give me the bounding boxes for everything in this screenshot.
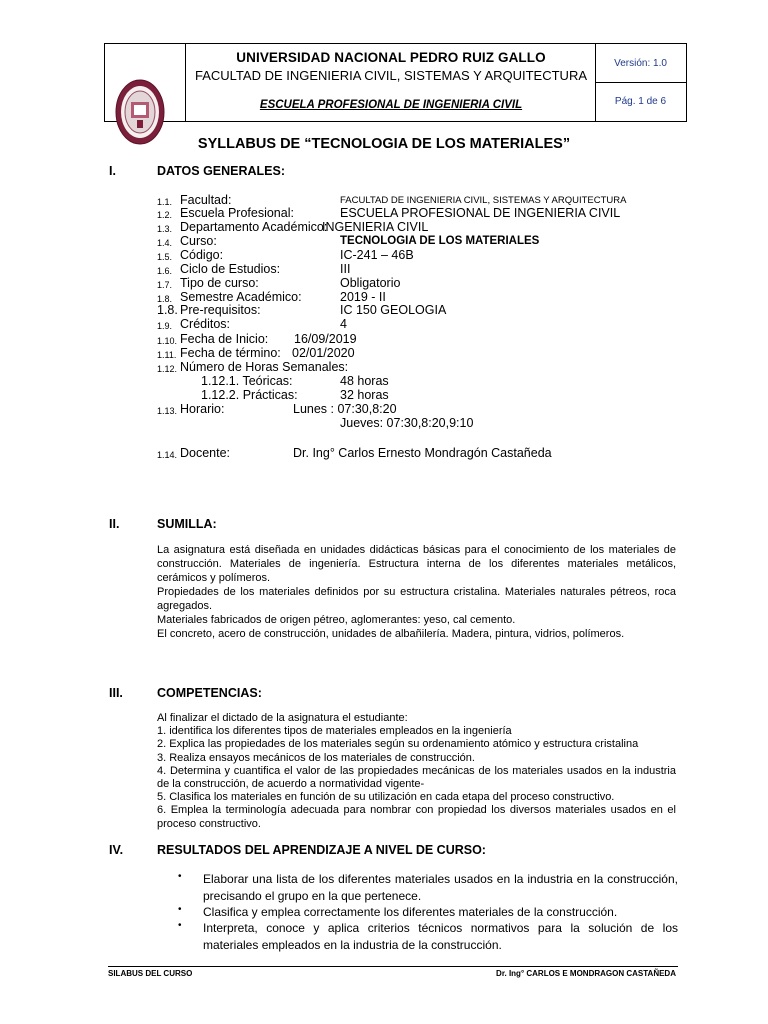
learning-outcome-text: Clasifica y emplea correctamente los diferentes materiales de la construcción. [203, 905, 618, 919]
summary-paragraph: El concreto, acero de construcción, unidades de albañilería. Madera, pintura, vidrios, polímeros. [157, 628, 625, 640]
item-label: Docente: [180, 446, 231, 460]
summary-paragraph: La asignatura está diseñada en unidades didácticas básicas para el conocimiento de los materiales de construcción. Materiales de ingeniería. Estructura interna de los diferentes materiales metálicos, cerámicos y polímeros. [157, 544, 676, 584]
item-value: ESCUELA PROFESIONAL DE INGENIERIA CIVIL [340, 206, 621, 220]
school-name: ESCUELA PROFESIONAL DE INGENIERIA CIVIL [259, 99, 523, 111]
footer-right: Dr. Ing° CARLOS E MONDRAGON CASTAÑEDA [496, 969, 676, 978]
item-number: 1.9. [157, 321, 173, 331]
item-number: 1.2. [157, 210, 173, 220]
section-title: COMPETENCIAS: [157, 686, 262, 700]
item-label: Créditos: [180, 317, 231, 331]
section-title: RESULTADOS DEL APRENDIZAJE A NIVEL DE CURSO: [157, 843, 486, 857]
competency-line: 6. Emplea la terminología adecuada para nombrar con propiedad los diversos materiales usados en el proceso constructivo. [157, 804, 676, 830]
item-label: Pre-requisitos: [180, 303, 261, 317]
item-number: 1.4. [157, 238, 173, 248]
item-number: 1.13. [157, 406, 178, 416]
item-number: 1.6. [157, 266, 173, 276]
item-label: Horario: [180, 402, 225, 416]
item-value: 02/01/2020 [292, 346, 355, 360]
item-label: Tipo de curso: [180, 276, 259, 290]
section-number: III. [109, 686, 123, 700]
item-value: INGENIERIA CIVIL [322, 220, 429, 234]
version-label: Versión: 1.0 [614, 58, 667, 69]
item-label: Código: [180, 248, 224, 262]
summary-paragraph: Materiales fabricados de origen pétreo, aglomerantes: yeso, cal cemento. [157, 614, 516, 626]
item-label: Número de Horas Semanales: [180, 360, 349, 374]
teacher-name: Dr. Ing° Carlos Ernesto Mondragón Castañeda [293, 446, 552, 460]
learning-outcome-text: Elaborar una lista de los diferentes materiales usados en la industria en la construcción, precisando el grupo en la que pertenece. [203, 872, 678, 903]
competency-line: 1. identifica los diferentes tipos de materiales empleados en la ingeniería [157, 725, 512, 738]
header-table [104, 43, 687, 122]
item-value: Obligatorio [340, 276, 401, 290]
item-value: III [340, 262, 351, 276]
item-label: Departamento Académico: [180, 220, 328, 234]
header-divider [595, 82, 686, 83]
competency-line: 3. Realiza ensayos mecánicos de los materiales de construcción. [157, 751, 475, 764]
item-label: Curso: [180, 234, 217, 248]
item-number: 1.7. [157, 280, 173, 290]
competency-line: Al finalizar el dictado de la asignatura el estudiante: [157, 712, 408, 724]
item-number: 1.11. [157, 350, 177, 360]
item-label: 1.12.2. Prácticas: [201, 388, 298, 402]
item-label: Ciclo de Estudios: [180, 262, 281, 276]
university-name: UNIVERSIDAD NACIONAL PEDRO RUIZ GALLO [236, 50, 546, 65]
item-value: FACULTAD DE INGENIERIA CIVIL, SISTEMAS Y ARQUITECTURA [340, 195, 627, 206]
item-value: 4 [340, 317, 347, 331]
bullet-icon: • [178, 920, 182, 931]
course-name: TECNOLOGIA DE LOS MATERIALES [340, 235, 540, 247]
section-number: I. [109, 164, 116, 178]
item-label: 1.12.1. Teóricas: [201, 374, 293, 388]
faculty-name: FACULTAD DE INGENIERIA CIVIL, SISTEMAS Y ARQUITECTURA [194, 68, 587, 83]
summary-paragraph: Propiedades de los materiales definidos por su estructura cristalina. Materiales naturales pétreos, roca agregados. [157, 586, 676, 612]
item-value: Lunes : 07:30,8:20 [293, 402, 397, 416]
bullet-icon: • [178, 904, 182, 915]
competency-line: 5. Clasifica los materiales en función de su utilización en cada etapa del proceso constructivo. [157, 791, 615, 804]
footer-divider [108, 966, 678, 967]
document-title: SYLLABUS DE “TECNOLOGIA DE LOS MATERIALES” [197, 136, 571, 152]
item-number: 1.12. [157, 364, 178, 374]
item-label: Facultad: [180, 193, 232, 207]
section-title: SUMILLA: [157, 517, 217, 531]
competency-line: 2. Explica las propiedades de los materiales según su ordenamiento atómico y estructura cristalina [157, 738, 639, 751]
item-number: 1.5. [157, 252, 173, 262]
item-number: 1.3. [157, 224, 173, 234]
item-value: 48 horas [340, 374, 389, 388]
item-label: Fecha de Inicio: [180, 332, 269, 346]
item-number: 1.8. [157, 294, 173, 304]
item-number: 1.14. [157, 450, 178, 460]
learning-outcome-text: Interpreta, conoce y aplica criterios técnicos normativos para la solución de los materiales empleados en la industria de la construcción. [203, 921, 678, 952]
item-number: 1.8. [157, 303, 178, 317]
page-number: Pág. 1 de 6 [614, 96, 667, 107]
item-value: 32 horas [340, 388, 389, 402]
item-value: 2019 - II [340, 290, 386, 304]
item-value: IC-241 – 46B [340, 248, 414, 262]
item-value: IC 150 GEOLOGIA [340, 303, 447, 317]
bullet-icon: • [178, 871, 182, 882]
item-label: Semestre Académico: [180, 290, 302, 304]
item-label: Fecha de término: [180, 346, 281, 360]
competencies-list [157, 712, 676, 831]
competency-line: 4. Determina y cuantifica el valor de las propiedades mecánicas de los materiales usados en la industria de la construcción, de acuerdo a normatividad vigente- [157, 764, 676, 791]
item-label: Escuela Profesional: [180, 206, 294, 220]
header-divider [185, 44, 186, 121]
summary-text [157, 543, 676, 641]
footer-left: SILABUS DEL CURSO [108, 969, 193, 978]
item-value: Jueves: 07:30,8:20,9:10 [340, 416, 474, 430]
section-title: DATOS GENERALES: [157, 164, 286, 178]
item-number: 1.1. [157, 197, 173, 207]
section-number: IV. [109, 843, 124, 857]
item-number: 1.10. [157, 336, 178, 346]
section-number: II. [109, 517, 120, 531]
item-value: 16/09/2019 [294, 332, 357, 346]
